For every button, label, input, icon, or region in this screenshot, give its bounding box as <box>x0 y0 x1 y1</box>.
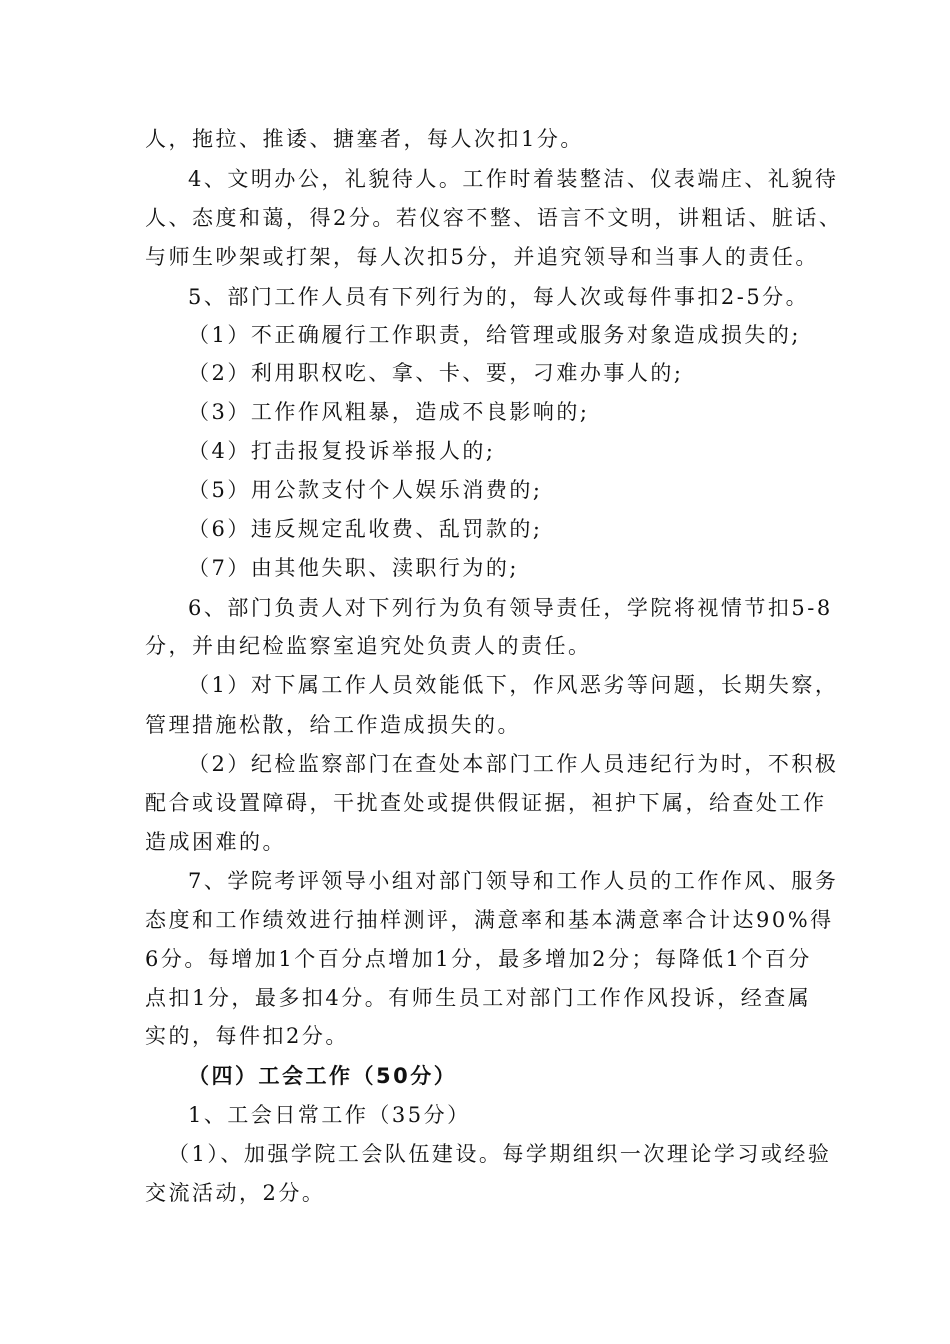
paragraph-line: 实的，每件扣2分。 <box>145 1024 349 1048</box>
paragraph-line: （1）、加强学院工会队伍建设。每学期组织一次理论学习或经验 <box>168 1142 832 1166</box>
paragraph-line: 管理措施松散，给工作造成损失的。 <box>145 713 521 737</box>
list-item: （1）不正确履行工作职责，给管理或服务对象造成损失的; <box>188 323 801 347</box>
list-item: （4）打击报复投诉举报人的; <box>188 439 496 463</box>
list-item: （1）对下属工作人员效能低下，作风恶劣等问题，长期失察， <box>188 673 839 697</box>
list-item: （2）纪检监察部门在查处本部门工作人员违纪行为时，不积极 <box>188 752 839 776</box>
list-item: （5）用公款支付个人娱乐消费的; <box>188 478 543 502</box>
section-heading: （四）工会工作（50分） <box>188 1064 458 1088</box>
subsection-heading: 1、工会日常工作（35分） <box>188 1103 471 1127</box>
paragraph-line: 7、学院考评领导小组对部门领导和工作人员的工作作风、服务 <box>188 869 839 893</box>
list-item: （7）由其他失职、渎职行为的; <box>188 556 519 580</box>
paragraph-line: 配合或设置障碍，干扰查处或提供假证据，袒护下属，给查处工作 <box>145 791 827 815</box>
list-item: （6）违反规定乱收费、乱罚款的; <box>188 517 543 541</box>
paragraph-line: 交流活动，2分。 <box>145 1181 326 1205</box>
paragraph-line: 造成困难的。 <box>145 830 286 854</box>
paragraph-line: 4、文明办公，礼貌待人。工作时着装整洁、仪表端庄、礼貌待 <box>188 167 839 191</box>
paragraph-line: 人、态度和蔼，得2分。若仪容不整、语言不文明，讲粗话、脏话、 <box>145 206 843 230</box>
paragraph-line: 人，拖拉、推诿、搪塞者，每人次扣1分。 <box>145 127 584 151</box>
list-item: （2）利用职权吃、拿、卡、要，刁难办事人的; <box>188 361 684 385</box>
paragraph-line: 6、部门负责人对下列行为负有领导责任，学院将视情节扣5-8 <box>188 596 833 620</box>
paragraph-line: 点扣1分，最多扣4分。有师生员工对部门工作作风投诉，经查属 <box>145 986 812 1010</box>
paragraph-line: 与师生吵架或打架，每人次扣5分，并追究领导和当事人的责任。 <box>145 245 819 269</box>
paragraph-line: 态度和工作绩效进行抽样测评，满意率和基本满意率合计达90%得 <box>145 908 834 932</box>
paragraph-line: 分，并由纪检监察室追究处负责人的责任。 <box>145 634 592 658</box>
paragraph-line: 6分。每增加1个百分点增加1分，最多增加2分；每降低1个百分 <box>145 947 812 971</box>
list-item: （3）工作作风粗暴，造成不良影响的; <box>188 400 590 424</box>
paragraph-line: 5、部门工作人员有下列行为的，每人次或每件事扣2-5分。 <box>188 285 810 309</box>
